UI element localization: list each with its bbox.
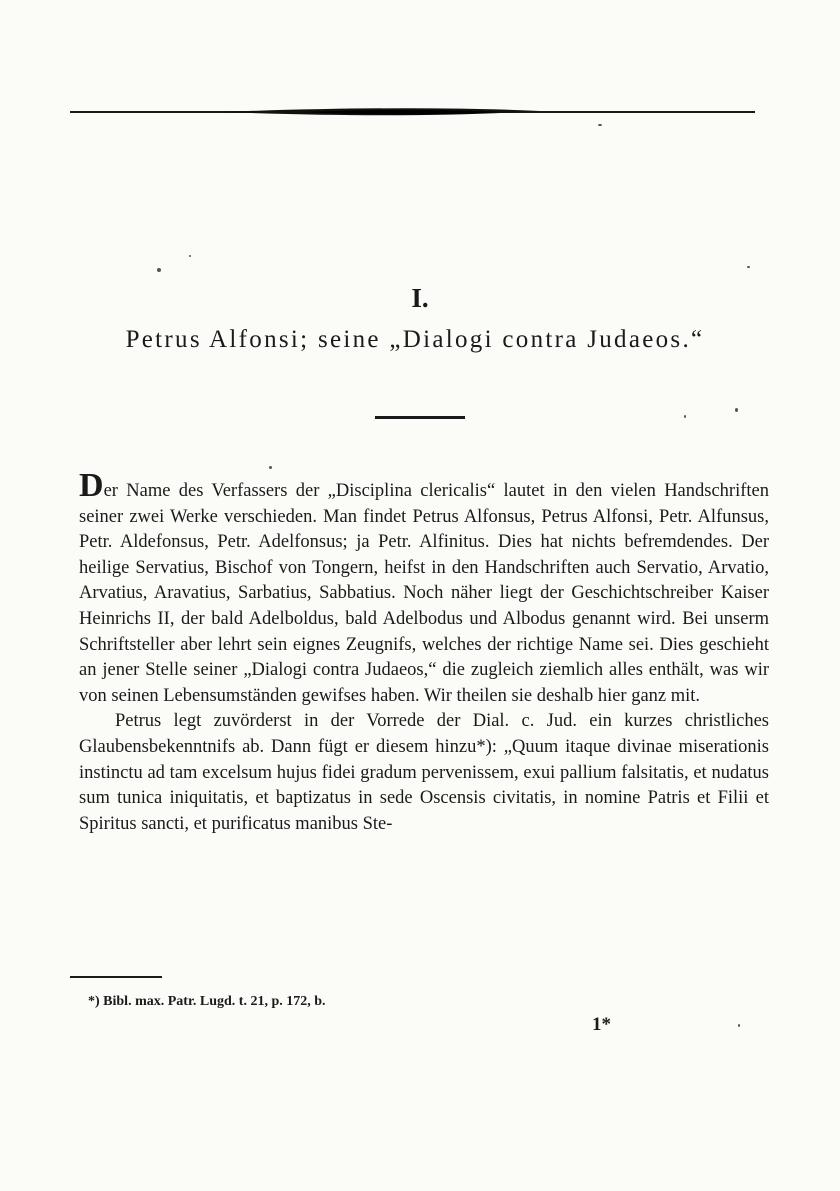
body-text — [79, 467, 769, 837]
ink-speck — [189, 255, 191, 257]
footnote: *) Bibl. max. Patr. Lugd. t. 21, p. 172, b. — [88, 994, 326, 1009]
chapter-title: Petrus Alfonsi; seine „Dialogi contra Judaeos.“ — [125, 326, 705, 353]
ink-speck — [269, 466, 272, 469]
footnote-divider — [70, 976, 162, 978]
ink-speck — [684, 415, 686, 418]
ink-speck — [747, 266, 750, 268]
drop-cap-letter: D — [79, 467, 104, 504]
chapter-number: I. — [411, 283, 429, 313]
ink-speck — [738, 1024, 740, 1027]
paragraph-2: Petrus legt zuvörderst in der Vorrede der Dial. c. Jud. ein kurzes christliches Glaubensbekenntnifs ab. Dann fügt er diesem hinzu*): „Quum itaque divinae miserationis instinctu ad tam excelsum hujus fidei gradum pervenissem, exui pallium falsitatis, et nudatus sum tunica iniquitatis, et baptizatus in sede Oscensis civitatis, in nomine Patris et Filii et Spiritus sancti, et purificatus manibus Ste- — [79, 711, 769, 834]
ink-speck — [157, 268, 161, 272]
signature-mark: 1* — [592, 1014, 611, 1035]
ink-speck — [735, 408, 738, 412]
paragraph-1 — [79, 467, 769, 709]
top-ornamental-rule — [70, 106, 755, 120]
title-divider — [375, 416, 465, 419]
paragraph-1-text: er Name des Verfassers der „Disciplina clericalis“ lautet in den vielen Handschriften seiner zwei Werke verschieden. Man findet Petrus Alfonsus, Petrus Alfonsi, Petr. Alfunsus, Petr. Aldefonsus, Petr. Adelfonsus; ja Petr. Alfinitus. Dies hat nichts befremdendes. Der heilige Servatius, Bischof von Tongern, heifst in den Handschriften auch Servatio, Arvatio, Arvatius, Aravatius, Sarbatius, Sabbatius. Noch näher liegt der Geschichtschreiber Kaiser Heinrichs II, der bald Adelboldus, bald Adelbodus und Albodus genannt wird. Bei unserm Schriftsteller aber lehrt sein eignes Zeugnifs, welches der richtige Name sei. Dies geschieht an jener Stelle seiner „Dialogi contra Judaeos,“ die zugleich ziemlich alles enthält, was wir von seinen Lebensumständen gewifses haben. Wir theilen sie deshalb hier ganz mit. — [79, 481, 769, 706]
ink-speck — [598, 124, 602, 126]
